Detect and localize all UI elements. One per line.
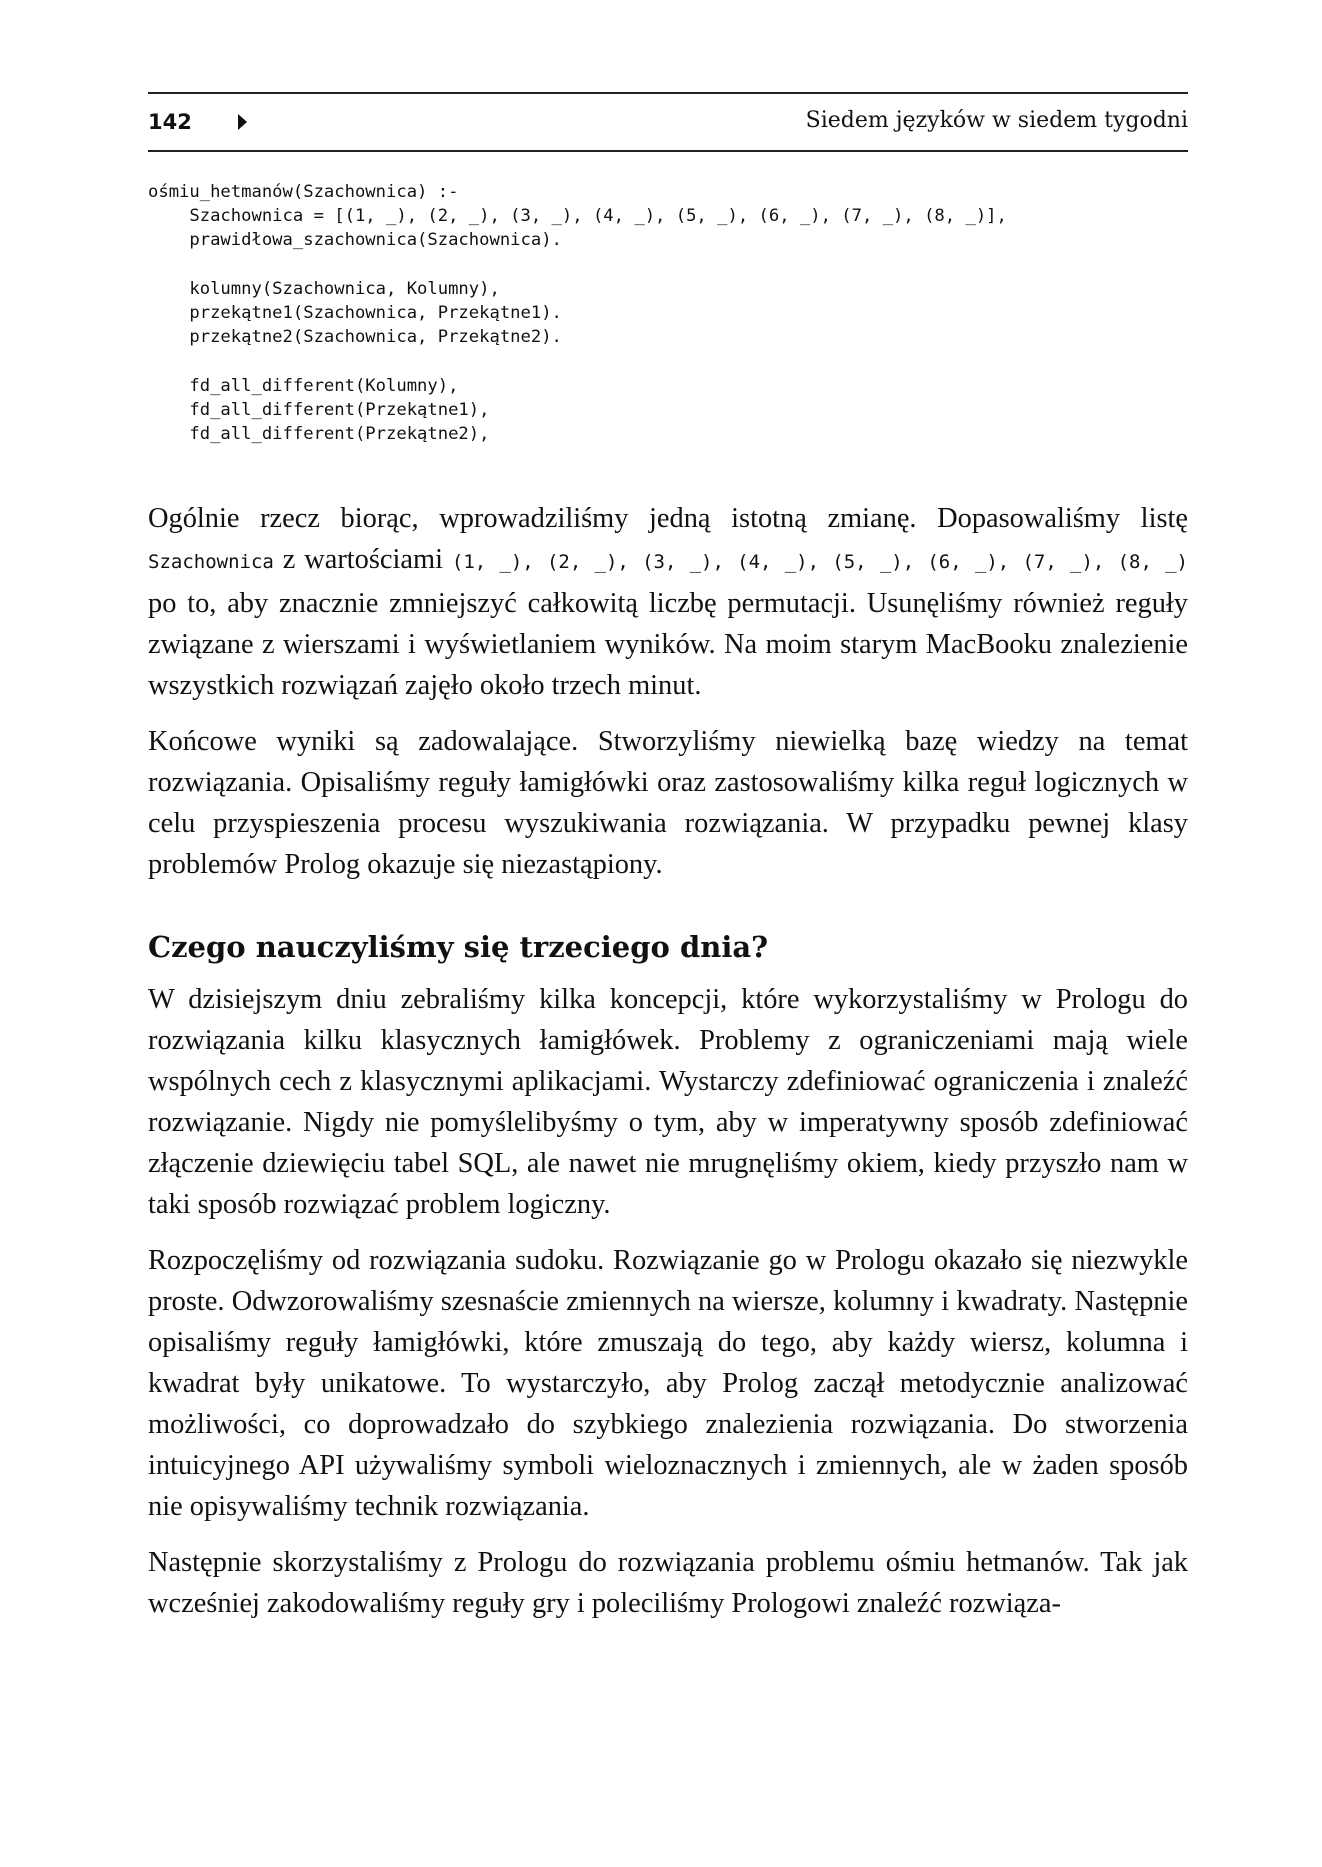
code-line: kolumny(Szachownica, Kolumny), (148, 278, 500, 299)
text-run: po to, aby znacznie zmniejszyć całkowitą liczbę permutacji. Usunęliśmy również reguły związane z wierszami i wyświetlaniem wyników. Na moim starym MacBooku znalezienie wszystkich rozwiązań zajęło około trzech minut. (148, 588, 1188, 701)
paragraph-5: Następnie skorzystaliśmy z Prologu do rozwiązania problemu ośmiu hetmanów. Tak jak wcześniej zakodowaliśmy reguły gry i poleciliśmy Prologowi znaleźć rozwiąza- (148, 1547, 1188, 1619)
text-run: Ogólnie rzecz biorąc, wprowadziliśmy jedną istotną zmianę. Dopasowaliśmy listę (148, 503, 1188, 534)
body-text (148, 498, 1188, 1639)
code-line: fd_all_different(Kolumny), (148, 375, 459, 396)
code-line: fd_all_different(Przekątne1), (148, 399, 490, 420)
paragraph-3: W dzisiejszym dniu zebraliśmy kilka koncepcji, które wykorzystaliśmy w Prologu do rozwiązania kilku klasycznych łamigłówek. Problemy z ograniczeniami mają wiele wspólnych cech z klasycznymi aplikacjami. Wystarczy zdefiniować ograniczenia i znaleźć rozwiązanie. Nigdy nie pomyślelibyśmy o tym, aby w imperatywny sposób zdefiniować złączenie dziewięciu tabel SQL, ale nawet nie mrugnęliśmy okiem, kiedy przyszło nam w taki sposób rozwiązać problem logiczny. (148, 984, 1188, 1220)
paragraph-2: Końcowe wyniki są zadowalające. Stworzyliśmy niewielką bazę wiedzy na temat rozwiązania. Opisaliśmy reguły łamigłówki oraz zastosowaliśmy kilka reguł logicznych w celu przyspieszenia procesu wyszukiwania rozwiązania. W przypadku pewnej klasy problemów Prolog okazuje się niezastąpiony. (148, 726, 1188, 880)
code-line: ośmiu_hetmanów(Szachownica) :- (148, 182, 459, 202)
paragraph-1 (148, 498, 1188, 706)
paragraph-4: Rozpoczęliśmy od rozwiązania sudoku. Rozwiązanie go w Prologu okazało się niezwykle proste. Odwzorowaliśmy szesnaście zmiennych na wiersze, kolumny i kwadraty. Następnie opisaliśmy reguły łamigłówki, które zmuszają do tego, aby każdy wiersz, kolumna i kwadrat były unikatowe. To wystarczyło, aby Prolog zaczął metodycznie analizować możliwości, co doprowadzało do szybkiego znalezienia rozwiązania. Do stworzenia intuicyjnego API używaliśmy symboli wieloznacznych i zmiennych, ale w żaden sposób nie opisywaliśmy technik rozwiązania. (148, 1245, 1188, 1522)
code-line: przekątne1(Szachownica, Przekątne1). (148, 303, 562, 324)
code-line: fd_all_different(Przekątne2), (148, 424, 490, 445)
section-heading: Czego nauczyliśmy się trzeciego dnia? (148, 930, 769, 964)
code-line: prawidłowa_szachownica(Szachownica). (148, 230, 562, 251)
triangle-right-icon (238, 114, 247, 130)
text-run: z wartościami (273, 544, 452, 575)
code-line: przekątne2(Szachownica, Przekątne2). (148, 327, 562, 348)
page-number: 142 (148, 110, 192, 134)
inline-code: (1, _), (2, _), (3, _), (4, _), (5, _), (6, _), (7, _), (8, _) (451, 551, 1188, 573)
code-line: Szachownica = [(1, _), (2, _), (3, _), (4, _), (5, _), (6, _), (7, _), (8, _)], (148, 206, 1007, 227)
code-listing (148, 180, 1188, 446)
running-title: Siedem języków w siedem tygodni (805, 108, 1188, 133)
page-header (148, 92, 1188, 152)
inline-code: Szachownica (148, 551, 274, 573)
